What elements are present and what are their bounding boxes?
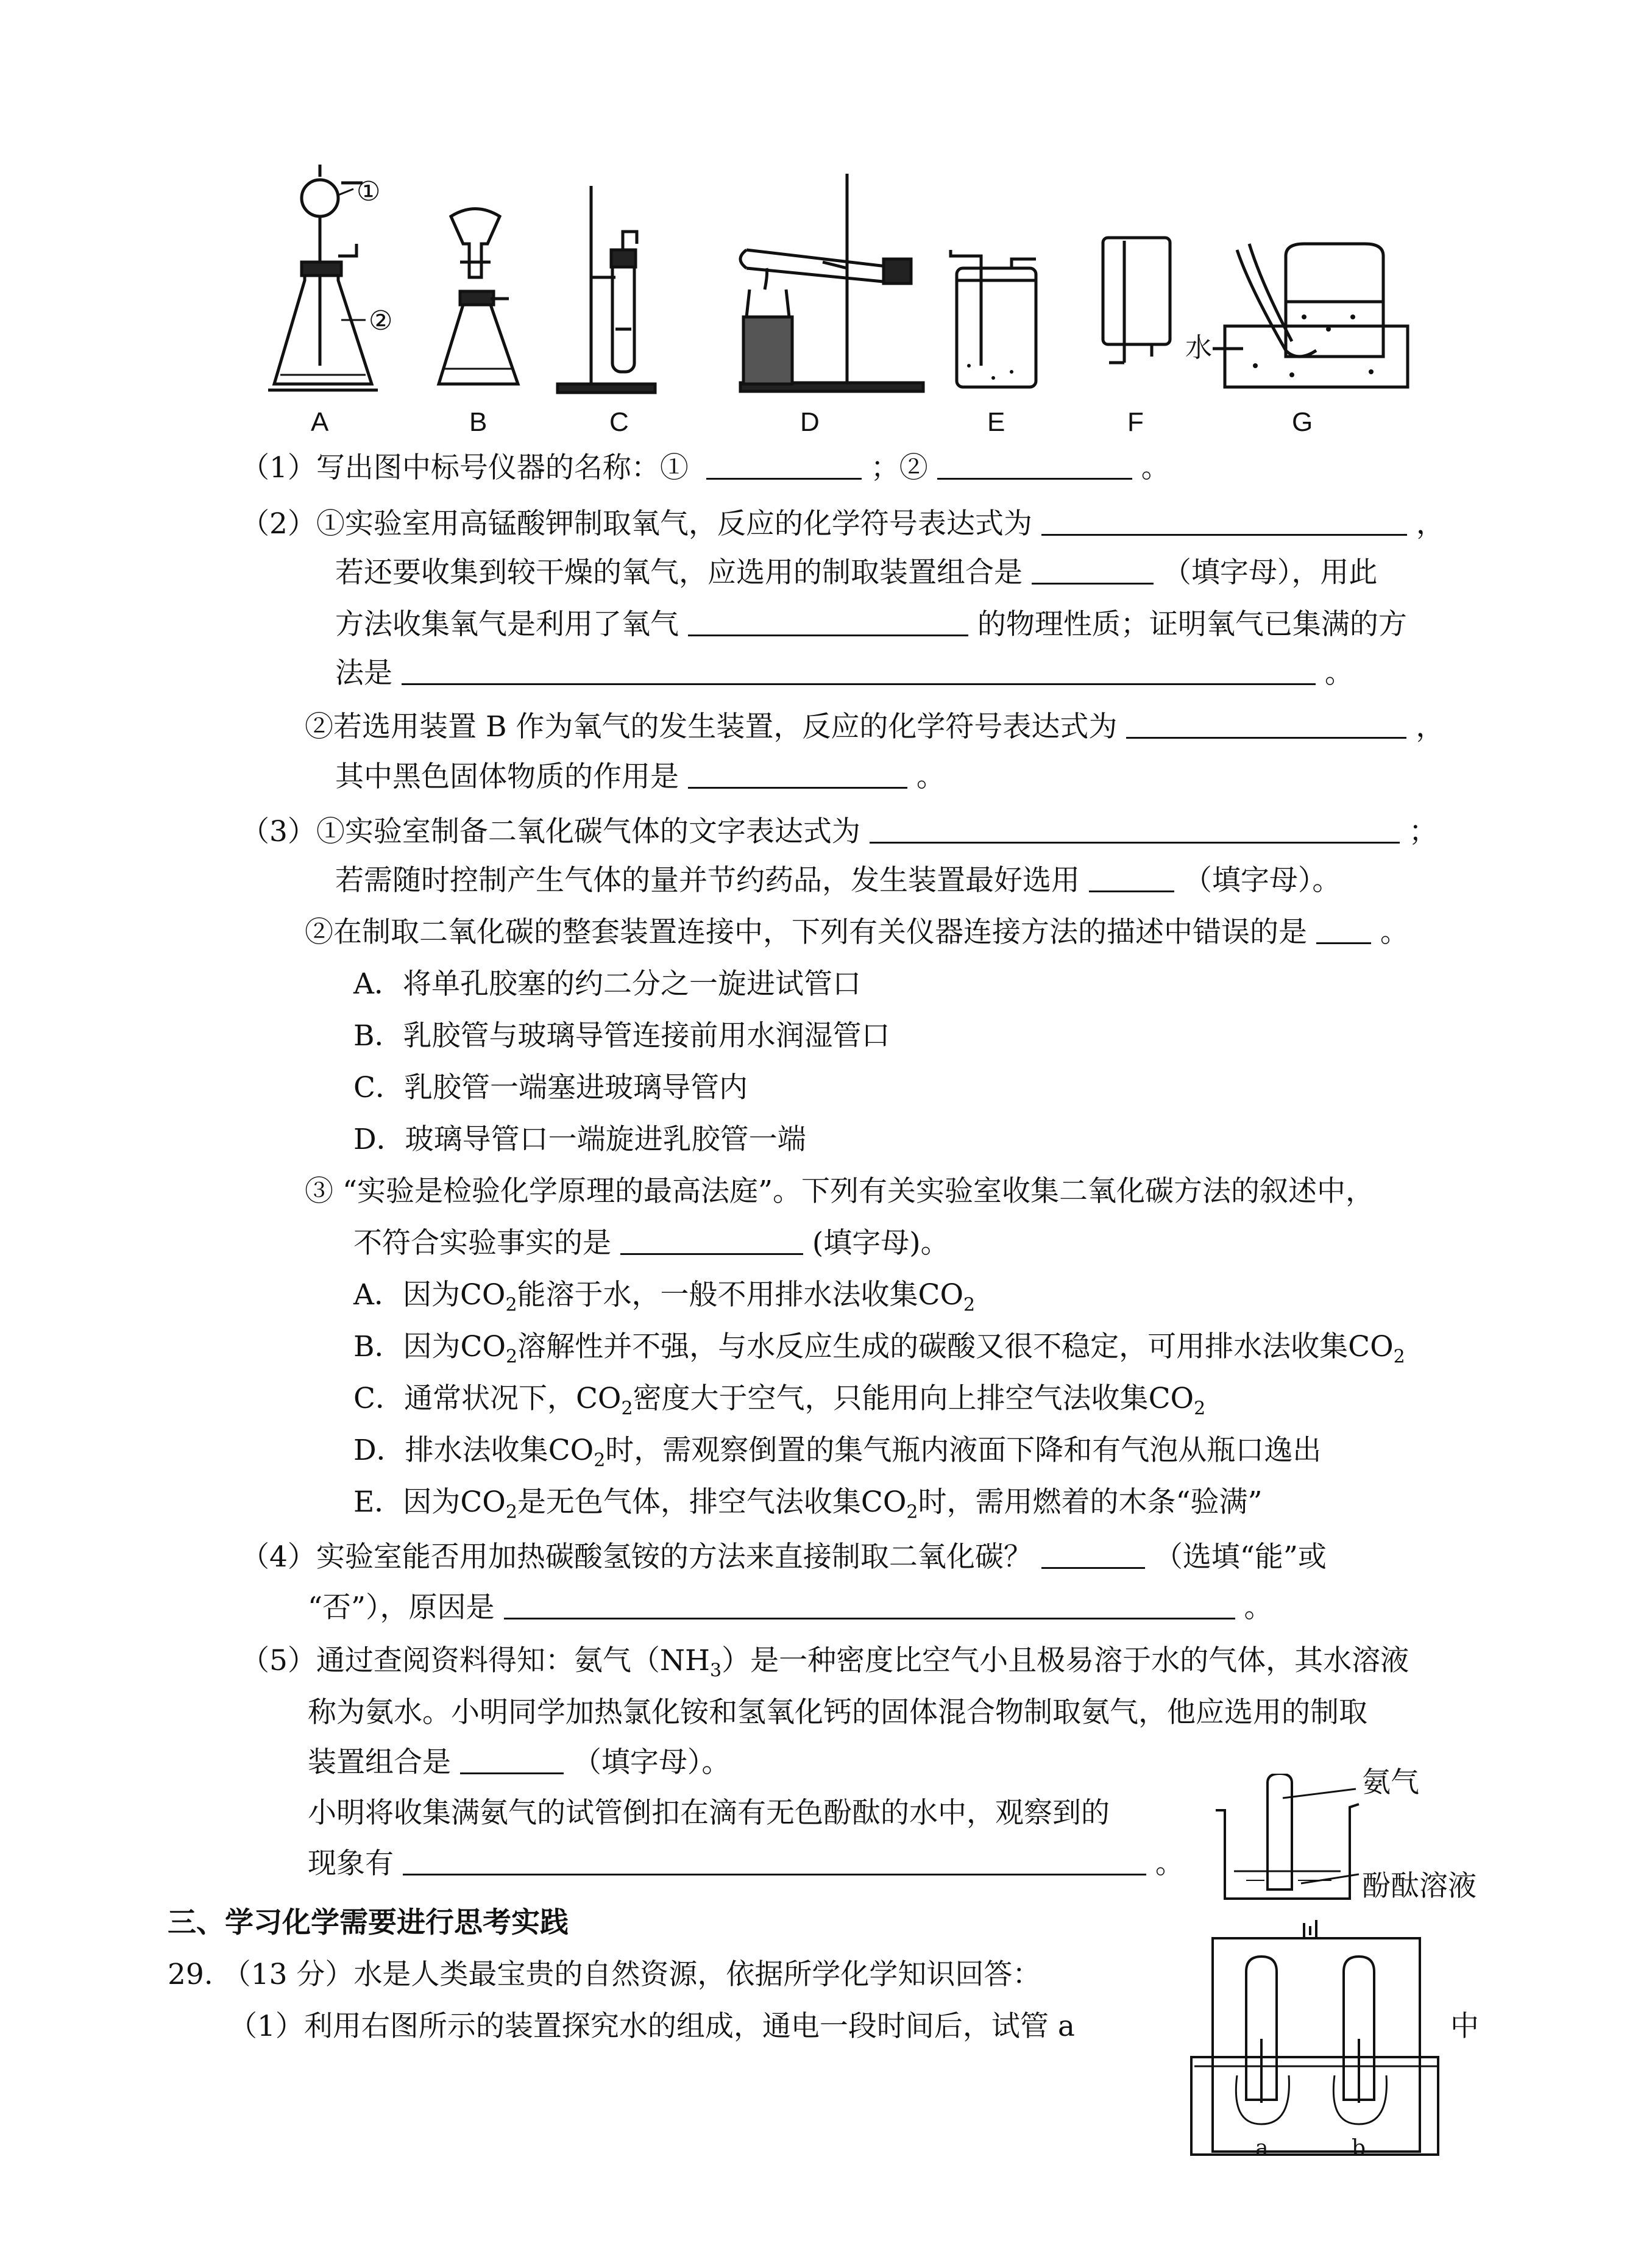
q3-e-d bbox=[353, 1432, 1321, 1469]
q4-blank-2[interactable] bbox=[504, 1590, 1235, 1619]
label-f: F bbox=[1127, 407, 1144, 437]
q3-e-e-2: 是无色气体，排空气法收集 bbox=[517, 1485, 861, 1519]
q29-line-2-end: 中 bbox=[1450, 2010, 1479, 2043]
q3-e-c-2: 密度大于空气，只能用向上排空气法收集 bbox=[633, 1382, 1149, 1415]
q3-e-d-2: 时，需观察倒置的集气瓶内液面下降和有气泡从瓶口逸出 bbox=[605, 1434, 1322, 1467]
label-e: E bbox=[987, 407, 1005, 437]
q4-l1a: （4）实验室能否用加热碳酸氢铵的方法来直接制取二氧化碳？ bbox=[241, 1540, 1032, 1574]
q5-blank-1[interactable] bbox=[460, 1744, 564, 1774]
q2-l3a: 方法收集氧气是利用了氧气 bbox=[335, 608, 679, 641]
q3-e-a-1: A．因为 bbox=[353, 1278, 460, 1312]
co2-sub: 2 bbox=[621, 1398, 633, 1420]
section-3-title: 三、学习化学需要进行思考实践 bbox=[168, 1906, 569, 1939]
fig-phenol-label: 酚酞溶液 bbox=[1362, 1869, 1477, 1903]
co2-sub: 2 bbox=[1393, 1346, 1405, 1368]
co2-sub: 2 bbox=[963, 1294, 976, 1316]
q1-sep: ；② bbox=[870, 451, 928, 485]
q3-opt-a: A．将单孔胶塞的约二分之一旋进试管口 bbox=[353, 967, 861, 1001]
q3-e-b-1: B．因为 bbox=[353, 1330, 461, 1363]
q2-line-4 bbox=[335, 655, 1353, 692]
apparatus-figure bbox=[0, 0, 1638, 439]
co2: CO bbox=[918, 1278, 964, 1312]
q3-e-e-3: 时，需用燃着的木条“验满” bbox=[918, 1485, 1263, 1519]
q5-l5a: 现象有 bbox=[308, 1847, 394, 1880]
q3-l3a: ②在制取二氧化碳的整套装置连接中，下列有关仪器连接方法的描述中错误的是 bbox=[305, 915, 1307, 949]
fig-ammonia-label: 氨气 bbox=[1362, 1766, 1419, 1799]
apparatus-g bbox=[1213, 244, 1408, 387]
q2-l5a: ②若选用装置 B 作为氧气的发生装置，反应的化学符号表达式为 bbox=[305, 710, 1118, 744]
apparatus-b bbox=[439, 209, 518, 385]
q2-blank-6[interactable] bbox=[688, 759, 907, 789]
q5-line-2: 称为氨水。小明同学加热氯化铵和氢氧化钙的固体混合物制取氨气，他应选用的制取 bbox=[308, 1696, 1367, 1729]
label-d: D bbox=[800, 407, 820, 437]
q3-blank-3[interactable] bbox=[1316, 914, 1371, 944]
label-a: A bbox=[311, 407, 329, 437]
q2-blank-5[interactable] bbox=[1126, 709, 1406, 739]
marker-1: ① bbox=[356, 177, 381, 207]
q4-blank-1[interactable] bbox=[1041, 1539, 1145, 1569]
q3-opt-d: D．玻璃导管口一端旋进乳胶管一端 bbox=[353, 1123, 806, 1156]
q2-blank-2[interactable] bbox=[1032, 555, 1154, 585]
marker-2: ② bbox=[369, 306, 393, 336]
q5-line-1 bbox=[241, 1643, 1409, 1682]
q2-l2a: 若还要收集到较干燥的氧气，应选用的制取装置组合是 bbox=[335, 556, 1023, 589]
co2: CO bbox=[548, 1434, 594, 1467]
q3-e-b-2: 溶解性并不强，与水反应生成的碳酸又很不稳定，可用排水法收集 bbox=[517, 1330, 1349, 1363]
q3-l1b: ； bbox=[1408, 815, 1438, 848]
q2-line-1 bbox=[241, 506, 1445, 542]
q29-line-1: 29. （13 分）水是人类最宝贵的自然资源，依据所学化学知识回答： bbox=[168, 1958, 1041, 1991]
q2-l4b: 。 bbox=[1324, 656, 1353, 690]
q4-line-1 bbox=[241, 1539, 1327, 1576]
q5-l3b: （填字母）。 bbox=[572, 1746, 731, 1779]
q2-line-3 bbox=[335, 606, 1407, 643]
nh3-sub: 3 bbox=[710, 1660, 722, 1682]
q3-e-a bbox=[353, 1277, 975, 1314]
q3-l3b: 。 bbox=[1380, 915, 1409, 949]
co2: CO bbox=[1348, 1330, 1394, 1363]
fig-tube-a: a bbox=[1255, 2136, 1269, 2161]
q1-blank-2[interactable] bbox=[937, 450, 1132, 480]
q2-l6a: 其中黑色固体物质的作用是 bbox=[335, 760, 679, 794]
q3-e-e bbox=[353, 1484, 1263, 1521]
q5-line-5 bbox=[308, 1846, 1184, 1882]
q1-blank-1[interactable] bbox=[706, 450, 862, 480]
electrolysis-figure bbox=[1188, 1917, 1444, 2161]
co2-sub: 2 bbox=[1194, 1398, 1206, 1420]
q5-line-4: 小明将收集满氨气的试管倒扣在滴有无色酚酞的水中，观察到的 bbox=[308, 1796, 1110, 1830]
q5-line-3 bbox=[308, 1744, 730, 1781]
q2-l3b: 的物理性质；证明氧气已集满的方 bbox=[977, 608, 1407, 641]
q5-l5b: 。 bbox=[1155, 1847, 1184, 1880]
co2: CO bbox=[1148, 1382, 1194, 1415]
q4-l2a: “否”），原因是 bbox=[308, 1591, 495, 1624]
q3-e-c bbox=[353, 1381, 1206, 1420]
co2-sub: 2 bbox=[505, 1294, 517, 1316]
co2-sub: 2 bbox=[505, 1501, 517, 1523]
q3-e-c-1: C．通常状况下， bbox=[353, 1382, 576, 1415]
q4-l1b: （选填“能”或 bbox=[1154, 1540, 1327, 1574]
q3-e-b bbox=[353, 1329, 1405, 1368]
q2-l6b: 。 bbox=[916, 760, 945, 794]
q3-line-1 bbox=[241, 814, 1438, 850]
q3-line-5 bbox=[353, 1225, 949, 1262]
label-water: 水 bbox=[1185, 332, 1212, 363]
q3-blank-1[interactable] bbox=[870, 814, 1400, 844]
co2: CO bbox=[460, 1485, 506, 1519]
q3-l1a: （3）①实验室制备二氧化碳气体的文字表达式为 bbox=[241, 815, 860, 848]
q3-blank-2[interactable] bbox=[1089, 862, 1174, 892]
q1-text: （1）写出图中标号仪器的名称：① bbox=[241, 451, 689, 485]
apparatus-e bbox=[951, 250, 1036, 387]
label-c: C bbox=[609, 407, 629, 437]
apparatus-c bbox=[558, 186, 655, 393]
co2-sub: 2 bbox=[506, 1346, 518, 1368]
q3-l2a: 若需随时控制产生气体的量并节约药品，发生装置最好选用 bbox=[335, 864, 1080, 897]
co2: CO bbox=[575, 1382, 622, 1415]
q5-l3a: 装置组合是 bbox=[308, 1746, 451, 1779]
q2-line-6 bbox=[335, 759, 945, 795]
label-g: G bbox=[1292, 407, 1313, 437]
q2-blank-1[interactable] bbox=[1041, 506, 1407, 536]
q3-l2b: （填字母）。 bbox=[1183, 864, 1341, 897]
q2-l4a: 法是 bbox=[335, 656, 392, 690]
q3-line-2 bbox=[335, 862, 1341, 899]
q2-line-5 bbox=[305, 709, 1444, 745]
q3-line-4: ③ “实验是检验化学原理的最高法庭”。下列有关实验室收集二氧化碳方法的叙述中， bbox=[305, 1175, 1374, 1208]
label-b: B bbox=[469, 407, 488, 437]
q2-line-2 bbox=[335, 555, 1377, 591]
q3-e-e-1: E．因为 bbox=[353, 1485, 461, 1519]
q2-l2b: （填字母），用此 bbox=[1162, 556, 1378, 589]
q29-line-2: （1）利用右图所示的装置探究水的组成，通电一段时间后，试管 a bbox=[229, 2010, 1075, 2043]
q2-l1-end: ， bbox=[1416, 507, 1445, 541]
apparatus-d bbox=[740, 174, 923, 391]
q3-e-d-1: D．排水法收集 bbox=[353, 1434, 548, 1467]
fig-tube-b: b bbox=[1352, 2136, 1366, 2161]
co2-sub: 2 bbox=[906, 1501, 918, 1523]
q2-blank-4[interactable] bbox=[402, 655, 1316, 685]
co2: CO bbox=[460, 1330, 506, 1363]
apparatus-f bbox=[1103, 238, 1170, 363]
q3-line-3 bbox=[305, 914, 1409, 951]
q4-line-2 bbox=[308, 1590, 1272, 1626]
q5-blank-2[interactable] bbox=[403, 1846, 1146, 1875]
co2-sub: 2 bbox=[594, 1449, 606, 1471]
q3-opt-b: B．乳胶管与玻璃导管连接前用水润湿管口 bbox=[353, 1019, 890, 1053]
q3-opt-c: C．乳胶管一端塞进玻璃导管内 bbox=[353, 1071, 748, 1104]
q2-l1: （2）①实验室用高锰酸钾制取氧气，反应的化学符号表达式为 bbox=[241, 507, 1032, 541]
q1-end: 。 bbox=[1141, 451, 1170, 485]
q1-line bbox=[241, 450, 1170, 486]
q3-e-a-2: 能溶于水，一般不用排水法收集 bbox=[517, 1278, 918, 1312]
ammonia-figure bbox=[1210, 1774, 1368, 1908]
q2-l5b: ， bbox=[1416, 710, 1445, 744]
co2: CO bbox=[860, 1485, 907, 1519]
q2-blank-3[interactable] bbox=[688, 606, 968, 636]
q5-l1a: （5）通过查阅资料得知：氨气（NH bbox=[241, 1644, 711, 1677]
q3-l5b: (填字母)。 bbox=[812, 1226, 949, 1260]
q4-l2b: 。 bbox=[1244, 1591, 1273, 1624]
q3-l5a: 不符合实验事实的是 bbox=[353, 1226, 611, 1260]
co2: CO bbox=[459, 1278, 506, 1312]
q5-l1b: ）是一种密度比空气小且极易溶于水的气体，其水溶液 bbox=[722, 1644, 1409, 1677]
q3-blank-4[interactable] bbox=[620, 1225, 803, 1255]
